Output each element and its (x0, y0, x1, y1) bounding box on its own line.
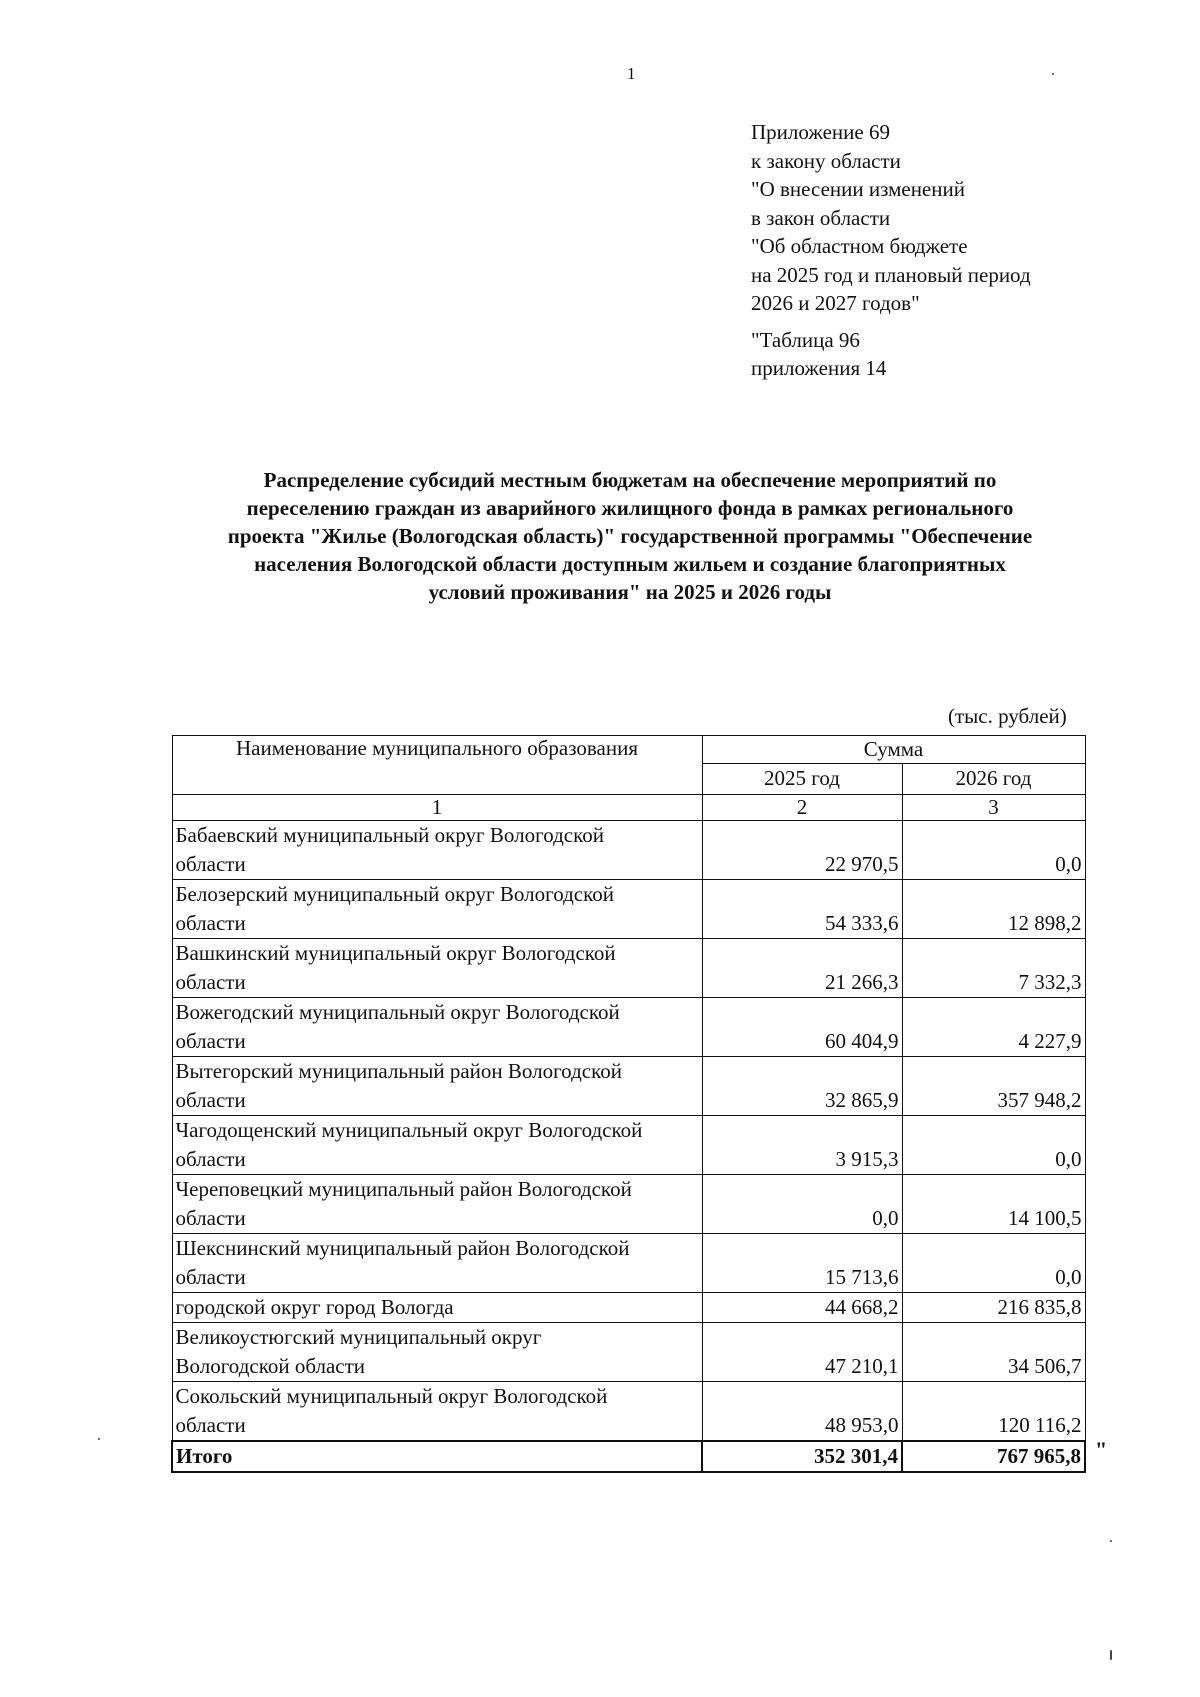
unit-label: (тыс. рублей) (948, 704, 1067, 728)
name-line: области (175, 1265, 246, 1289)
municipality-name (172, 1382, 702, 1442)
amount-2026: 0,0 (902, 1234, 1085, 1293)
name-line: Чагодощенский муниципальный округ Вологодской (175, 1118, 643, 1142)
name-line: области (175, 1029, 246, 1053)
title-line: переселению граждан из аварийного жилищного фонда в рамках регионального (246, 496, 1014, 520)
amount-2025: 54 333,6 (702, 880, 902, 939)
table-row (172, 998, 1085, 1057)
name-line: Вашкинский муниципальный округ Вологодской (175, 941, 616, 965)
name-line: Великоустюгский муниципальный округ (175, 1325, 542, 1349)
amount-2026: 120 116,2 (902, 1382, 1085, 1442)
column-number: 2 (702, 795, 902, 821)
scan-speck (1052, 73, 1054, 75)
title-line: проекта "Жилье (Вологодская область)" государственной программы "Обеспечение (227, 524, 1033, 548)
spacer (751, 318, 1031, 326)
total-2026: 767 965,8 (902, 1441, 1085, 1472)
amount-2026: 357 948,2 (902, 1057, 1085, 1116)
municipality-name (172, 1175, 702, 1234)
amount-2025: 21 266,3 (702, 939, 902, 998)
appendix-line: Приложение 69 (751, 120, 890, 144)
amount-2025: 15 713,6 (702, 1234, 902, 1293)
table-row (172, 1234, 1085, 1293)
amount-2025: 3 915,3 (702, 1116, 902, 1175)
municipality-name (172, 1057, 702, 1116)
amount-2026: 34 506,7 (902, 1323, 1085, 1382)
column-number: 1 (172, 795, 702, 821)
scan-speck (98, 1438, 100, 1440)
header-name: Наименование муниципального образования (172, 736, 702, 795)
table-row (172, 1057, 1085, 1116)
name-line: Вожегодский муниципальный округ Вологодской (175, 1000, 620, 1024)
municipality-name (172, 1293, 702, 1323)
title-line: населения Вологодской области доступным жильем и создание благоприятных (254, 552, 1006, 576)
document-title (170, 466, 1090, 606)
title-line: условий проживания" на 2025 и 2026 годы (428, 580, 832, 604)
name-line: области (175, 1088, 246, 1112)
scan-speck (1110, 1540, 1112, 1542)
amount-2025: 47 210,1 (702, 1323, 902, 1382)
name-line: Череповецкий муниципальный район Вологодской (175, 1177, 632, 1201)
amount-2026: 7 332,3 (902, 939, 1085, 998)
municipality-name (172, 1116, 702, 1175)
name-line: Шекснинский муниципальный район Вологодской (175, 1236, 630, 1260)
amount-2026: 0,0 (902, 1116, 1085, 1175)
name-line: области (175, 1147, 246, 1171)
name-line: Бабаевский муниципальный округ Вологодской (175, 823, 604, 847)
name-line: городской округ город Вологда (175, 1295, 454, 1319)
table-row (172, 1175, 1085, 1234)
amount-2025: 32 865,9 (702, 1057, 902, 1116)
name-line: области (175, 911, 246, 935)
appendix-line: "О внесении изменений (751, 177, 965, 201)
name-line: области (175, 1413, 246, 1437)
amount-2025: 60 404,9 (702, 998, 902, 1057)
amount-2025: 22 970,5 (702, 821, 902, 880)
table-row (172, 1323, 1085, 1382)
appendix-header (751, 118, 1031, 383)
municipality-name (172, 880, 702, 939)
scan-speck (1110, 1650, 1112, 1660)
title-line: Распределение субсидий местным бюджетам на обеспечение мероприятий по (263, 468, 997, 492)
column-number: 3 (902, 795, 1085, 821)
subsidy-table (171, 735, 1086, 1473)
table-row (172, 1116, 1085, 1175)
appendix-line: "Об областном бюджете (751, 234, 968, 258)
table-ref-line: приложения 14 (751, 356, 887, 380)
amount-2026: 14 100,5 (902, 1175, 1085, 1234)
name-line: Вытегорский муниципальный район Вологодской (175, 1059, 622, 1083)
amount-2026: 12 898,2 (902, 880, 1085, 939)
page-number: 1 (627, 64, 636, 83)
municipality-name (172, 1323, 702, 1382)
municipality-name (172, 1234, 702, 1293)
appendix-line: на 2025 год и плановый период (751, 262, 1031, 287)
total-2025: 352 301,4 (702, 1441, 902, 1472)
name-line: Белозерский муниципальный округ Вологодской (175, 882, 614, 906)
total-row (172, 1441, 1085, 1472)
header-sum: Сумма (702, 736, 1085, 764)
table-ref-line: "Таблица 96 (751, 327, 860, 352)
header-year-2025: 2025 год (702, 763, 902, 794)
amount-2026: 4 227,9 (902, 998, 1085, 1057)
name-line: области (175, 970, 246, 994)
appendix-line: к закону области (751, 148, 901, 173)
table-row (172, 939, 1085, 998)
appendix-line: в закон области (751, 205, 891, 230)
table-row (172, 1382, 1085, 1442)
closing-quote: " (1095, 1437, 1108, 1462)
amount-2025: 48 953,0 (702, 1382, 902, 1442)
municipality-name (172, 998, 702, 1057)
amount-2026: 0,0 (902, 821, 1085, 880)
total-label: Итого (172, 1441, 702, 1472)
municipality-name (172, 939, 702, 998)
amount-2025: 0,0 (702, 1175, 902, 1234)
name-line: Вологодской области (175, 1354, 366, 1378)
amount-2025: 44 668,2 (702, 1293, 902, 1323)
table-row (172, 880, 1085, 939)
municipality-name (172, 821, 702, 880)
table-row (172, 1293, 1085, 1323)
appendix-line: 2026 и 2027 годов" (751, 291, 920, 315)
table-row (172, 821, 1085, 880)
amount-2026: 216 835,8 (902, 1293, 1085, 1323)
name-line: области (175, 1206, 246, 1230)
name-line: Сокольский муниципальный округ Вологодской (175, 1384, 608, 1408)
header-year-2026: 2026 год (902, 763, 1085, 794)
name-line: области (175, 852, 246, 876)
